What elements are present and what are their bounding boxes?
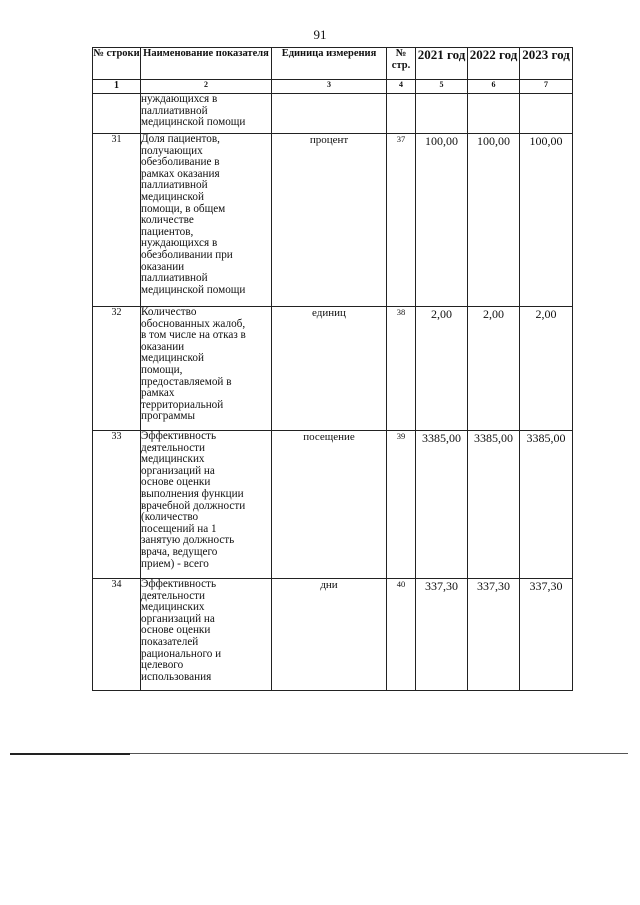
row-number: [93, 94, 141, 134]
value-2022: [468, 94, 520, 134]
value-2022: 337,30: [468, 579, 520, 691]
page-cell: 37: [387, 134, 416, 307]
table-row: [93, 307, 573, 431]
indicators-table: [92, 47, 573, 691]
column-number-row: [93, 80, 573, 94]
value-2021: 337,30: [416, 579, 468, 691]
column-number: 1: [93, 80, 141, 94]
unit-cell: дни: [272, 579, 387, 691]
indicator-name: Эффективность деятельности медицинских организаций на основе оценки выполнения функции врачебной должности (количество посещений на 1 занятую должность врача, ведущего прием) - всего: [141, 431, 272, 579]
column-number: 6: [468, 80, 520, 94]
row-number: 33: [93, 431, 141, 579]
value-2022: 2,00: [468, 307, 520, 431]
value-2022: 3385,00: [468, 431, 520, 579]
value-2023: [520, 94, 573, 134]
column-number: 2: [141, 80, 272, 94]
value-2021: 100,00: [416, 134, 468, 307]
value-2021: [416, 94, 468, 134]
value-2021: 2,00: [416, 307, 468, 431]
value-2023: 2,00: [520, 307, 573, 431]
indicator-name: нуждающихся в паллиативной медицинской помощи: [141, 94, 272, 134]
unit-cell: посещение: [272, 431, 387, 579]
header-row-number: № строки: [93, 48, 141, 80]
row-number: 31: [93, 134, 141, 307]
page-number: 91: [313, 27, 327, 42]
header-indicator-name: Наименование показателя: [141, 48, 272, 80]
indicator-name: Количество обоснованных жалоб, в том числе на отказ в оказании медицинской помощи, предоставляемой в рамках территориальной программы: [141, 307, 272, 431]
header-year-2021: 2021 год: [416, 48, 468, 80]
indicator-name: Эффективность деятельности медицинских организаций на основе оценки показателей рационального и целевого использования: [141, 579, 272, 691]
table-row: [93, 134, 573, 307]
value-2023: 100,00: [520, 134, 573, 307]
header-year-2023: 2023 год: [520, 48, 573, 80]
unit-cell: [272, 94, 387, 134]
unit-cell: процент: [272, 134, 387, 307]
page-cell: [387, 94, 416, 134]
column-number: 3: [272, 80, 387, 94]
header-year-2022: 2022 год: [468, 48, 520, 80]
page-cell: 38: [387, 307, 416, 431]
value-2021: 3385,00: [416, 431, 468, 579]
footer-divider-accent: [10, 753, 130, 755]
row-number: 32: [93, 307, 141, 431]
table-header-row: [93, 48, 573, 80]
value-2022: 100,00: [468, 134, 520, 307]
header-unit: Единица измерения: [272, 48, 387, 80]
column-number: 4: [387, 80, 416, 94]
table-row: [93, 431, 573, 579]
header-page: № стр.: [387, 48, 416, 80]
page-cell: 39: [387, 431, 416, 579]
value-2023: 3385,00: [520, 431, 573, 579]
column-number: 7: [520, 80, 573, 94]
table-row: [93, 579, 573, 691]
page-cell: 40: [387, 579, 416, 691]
row-number: 34: [93, 579, 141, 691]
unit-cell: единиц: [272, 307, 387, 431]
table-row: [93, 94, 573, 134]
column-number: 5: [416, 80, 468, 94]
value-2023: 337,30: [520, 579, 573, 691]
indicator-name: Доля пациентов, получающих обезболивание в рамках оказания паллиативной медицинской помощи, в общем количестве пациентов, нуждающихся в обезболивании при оказании паллиативной медицинской помощи: [141, 134, 272, 307]
